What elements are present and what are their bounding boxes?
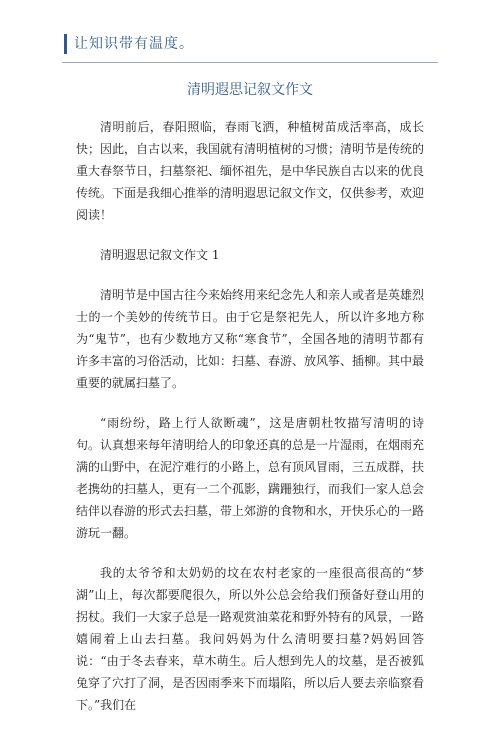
- intro-paragraph: 清明前后，春阳照临，春雨飞洒，种植树苗成活率高，成长快；因此，自古以来，我国就有清明植树的习惯；清明节是传统的重大春祭节日，扫墓祭祀、缅怀祖先，是中华民族自古以来的优良传统。下面是我细心推举的清明遐思记叙文作文，仅供参考，欢迎阅读！: [76, 120, 425, 222]
- article-body: [76, 116, 424, 734]
- section-subtitle: 清明遐思记叙文作文 1: [100, 248, 220, 262]
- header-divider: [62, 62, 438, 63]
- paragraph-3: 我的太爷爷和太奶奶的坟在农村老家的一座很高很高的“梦湖”山上，每次都要爬很久，所以外公总会给我们预备好登山用的拐杖。我们一大家子总是一路观赏油菜花和野外特有的风景，一路嬉闹着上山去扫墓。我问妈妈为什么清明要扫墓?妈妈回答说：“由于冬去春来，草木萌生。后人想到先人的坟墓，是否被狐兔穿了穴打了洞，是否因雨季来下而塌陷，所以后人要去亲临察看下。”我们在: [76, 566, 425, 712]
- header-slogan: 让知识带有温度。: [74, 36, 194, 52]
- header-accent-bar: [64, 34, 67, 54]
- article-title: 清明遐思记叙文作文: [187, 82, 313, 98]
- paragraph-1: 清明节是中国古往今来始终用来纪念先人和亲人或者是英雄烈士的一个美妙的传统节日。由于它是祭祀先人，所以许多地方称为“鬼节”，也有少数地方又称“寒食节”，全国各地的清明节都有许多丰富的习俗活动，比如：扫墓、春游、放风筝、插柳。其中最重要的就属扫墓了。: [76, 288, 425, 390]
- paragraph-2: “雨纷纷，路上行人欲断魂”，这是唐朝杜牧描写清明的诗句。认真想来每年清明给人的印象还真的总是一片湿雨，在烟雨充满的山野中，在泥泞难行的小路上，总有顶风冒雨，三五成群，扶老携幼的扫墓人，更有一二个孤影，蹒跚独行，而我们一家人总会结伴以春游的形式去扫墓，带上郊游的食物和水，开快乐心的一路游玩一翻。: [76, 416, 425, 540]
